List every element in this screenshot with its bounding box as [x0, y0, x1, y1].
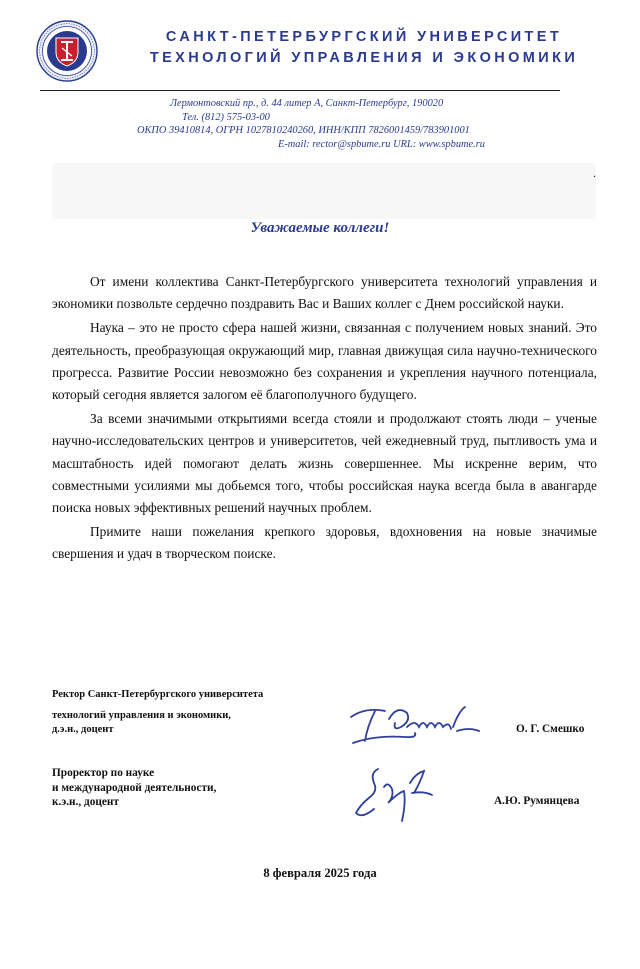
university-name-line2: ТЕХНОЛОГИЙ УПРАВЛЕНИЯ И ЭКОНОМИКИ [149, 50, 579, 66]
paragraph: За всеми значимыми открытиями всегда стояли и продолжают стоять люди – ученые научно-исследовательских центров и университетов, чей ежедневный труд, пытливость ума и масштабность идей помогают делать жизнь совершеннее. Мы искренне верим, что совместными усилиями мы добьемся того, чтобы российская наука всегда была в авангарде поиска новых эффективных решений научных проблем. [52, 411, 597, 516]
contact-block [100, 97, 530, 151]
phone-line: Тел. (812) 575-03-00 [182, 111, 270, 123]
rector-name: О. Г. Смешко [516, 723, 585, 735]
paragraph: Наука – это не просто сфера нашей жизни, связанная с получением новых знаний. Это деятельность, преобразующая окружающий мир, главная движущая сила научно-технического прогресса. Развитие России невозможно без сохранения и укрепления научного потенциала, который сегодня является залогом её благополучного будущего. [52, 320, 597, 403]
blank-address-area [52, 163, 596, 219]
paragraph: Примите наши пожелания крепкого здоровья, вдохновения на новые значимые свершения и удач в творческом поиске. [52, 524, 597, 562]
rector-title-rest [52, 709, 231, 737]
salutation: Уважаемые коллеги! [250, 220, 390, 236]
vice-rector-name: А.Ю. Румянцева [494, 795, 580, 807]
vice-rector-title [52, 766, 216, 810]
email-web-line: E-mail: rector@spbume.ru URL: www.spbume.ru [278, 138, 485, 150]
vice-rector-title-line1: Проректор по науке [52, 767, 155, 779]
rector-title-line2: технологий управления и экономики, [52, 710, 231, 721]
paragraph: От имени коллектива Санкт-Петербургского университета технологий управления и экономики позвольте сердечно поздравить Вас и Ваших коллег с Днем российской науки. [52, 274, 597, 312]
registry-line: ОКПО 39410814, ОГРН 1027810240260, ИНН/КПП 7826001459/783901001 [137, 125, 470, 137]
vice-rector-title-line2: и международной деятельности, [52, 781, 217, 794]
rector-title-line3: д.э.н., доцент [52, 724, 114, 735]
separator-mark: . [593, 166, 596, 180]
vice-rector-title-line3: к.э.н., доцент [52, 796, 119, 808]
university-logo-icon [36, 20, 98, 82]
letter-date: 8 февраля 2025 года [263, 866, 377, 880]
header-divider [40, 90, 560, 91]
vice-rector-signature-icon [348, 763, 438, 828]
letter-body [52, 271, 597, 568]
address-line: Лермонтовский пр., д. 44 литер А, Санкт-Петербург, 190020 [170, 98, 444, 109]
university-name-line1: САНКТ-ПЕТЕРБУРГСКИЙ УНИВЕРСИТЕТ [165, 29, 563, 45]
rector-title-line1: Ректор Санкт-Петербургского университета [52, 689, 264, 700]
university-name [104, 27, 624, 69]
rector-signature-icon [345, 697, 485, 752]
